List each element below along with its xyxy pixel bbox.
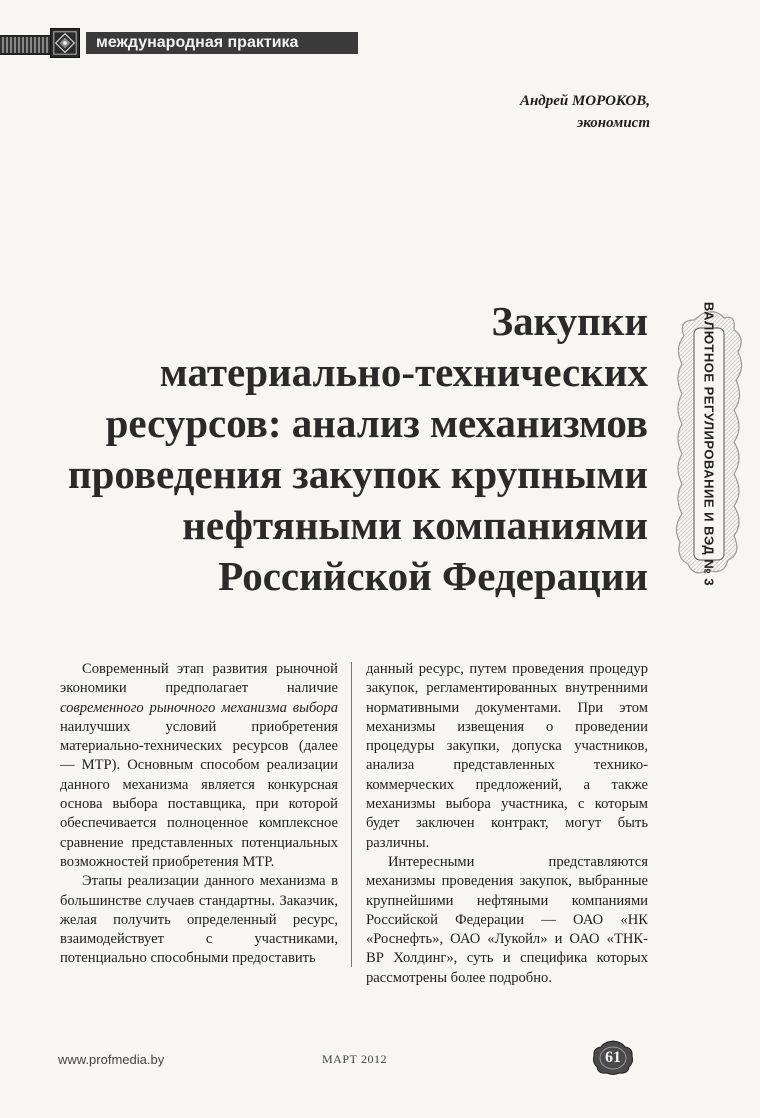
page-number: 61 [605,1049,621,1066]
author-block [520,90,650,134]
author-role: экономист [577,115,650,131]
footer-url: www.profmedia.by [58,1052,165,1067]
section-header [0,28,358,58]
paragraph: Современный этап развития рыночной экономики предполагает наличие современного рыночного механизма выбора наилучших условий приобретения материально-технических ресурсов (далее — МТР). Основным способом реализации данного механизма является конкурсная основа выбора поставщика, при которой обеспечивается полноценное комплексное сравнение представленных потенциальных возможностей приобретения МТР. [60,661,338,870]
footer-date: МАРТ 2012 [322,1052,387,1066]
text-column-left [60,660,338,969]
side-tab-text: ВАЛЮТНОЕ РЕГУЛИРОВАНИЕ И ВЭД № 3 [701,301,717,587]
paragraph: данный ресурс, путем проведения процедур закупок, регламентированных внутренними нормативными документами. При этом механизмы извещения о проведении процедуры закупки, допуска участников, анализа представленных технико-коммерческих предложений, а также механизмы выбора участника, с которым будет заключен контракт, могут быть различны. [366,661,648,851]
journal-side-tab [672,301,746,587]
page-number-badge [592,1040,634,1076]
author-name: Андрей МОРОКОВ, [519,93,650,109]
article-title [28,296,648,602]
paragraph: Этапы реализации данного механизма в большинстве случаев стандартны. Заказчик, желая получить определенный ресурс, взаимодействует с участниками, потенциально способными предоставить [60,873,338,967]
ornament-emblem-icon [50,28,80,58]
title-line: проведения закупок крупными [67,451,648,497]
title-line: ресурсов: анализ механизмов [105,400,648,446]
emphasis: современного рыночного механизма выбора [60,699,338,716]
title-line: Российской Федерации [218,553,648,599]
paragraph: Интересными представляются механизмы проведения закупок, выбранные крупнейшими нефтяными компаниями Российской Федерации — ОАО «НК «Роснефть», ОАО «Лукойл» и ОАО «ТНК-ВР Холдинг», суть и специфика которых рассмотрены более подробно. [366,853,648,986]
column-divider [351,662,352,967]
title-line: Закупки [491,298,648,344]
title-line: материально-технических [159,349,648,395]
ornament-strip [0,35,50,55]
title-line: нефтяными компаниями [182,502,648,548]
section-rubric: международная практика [86,32,358,54]
text-column-right [366,660,648,988]
